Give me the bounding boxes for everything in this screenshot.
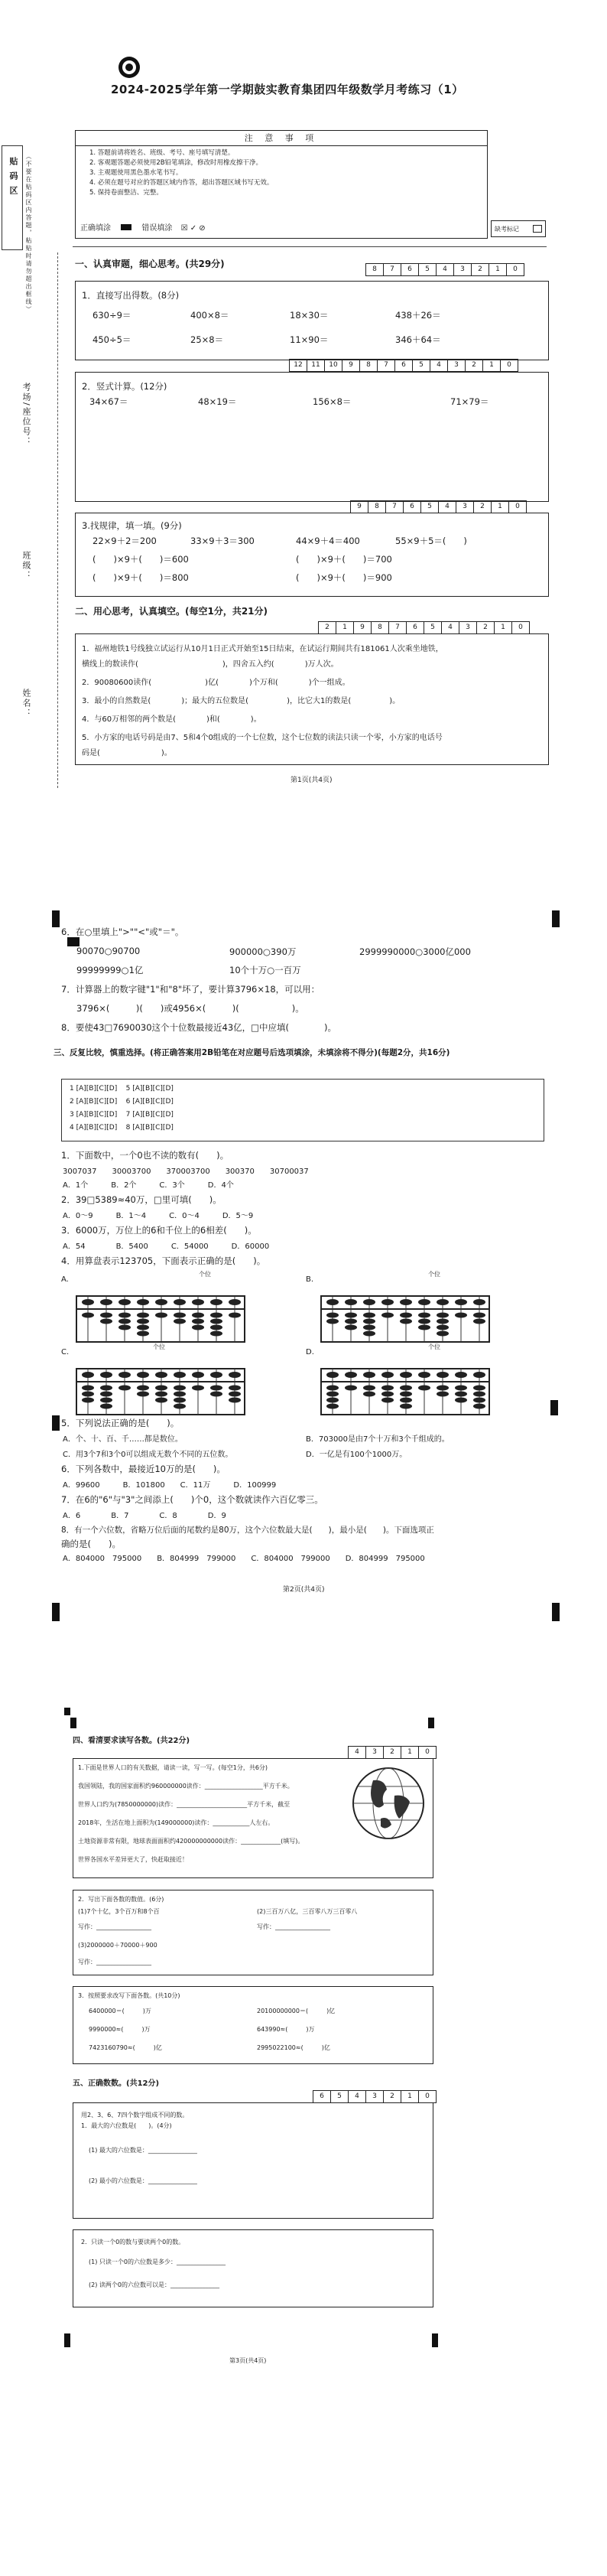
abacus-bead (210, 1331, 222, 1337)
notice-item: 4. 必须在题号对应的答题区域内作答，超出答题区域书写无效。 (89, 179, 274, 187)
abacus-bead (174, 1313, 186, 1318)
r2-line: 写作：__________________ (257, 1923, 330, 1930)
zero-box (73, 2229, 433, 2307)
abacus-bead (192, 1386, 204, 1391)
abacus-bead (326, 1319, 339, 1324)
abacus-bead (82, 1372, 94, 1378)
abacus-bead (455, 1386, 467, 1391)
r1-title: 1.下面是世界人口的有关数据，请读一读，写一写。(每空1分，共6分) (78, 1764, 268, 1771)
q6-title: 6．在○里填上">""<"或"＝"。 (61, 927, 184, 937)
abacus-bead (229, 1299, 241, 1305)
q7-line: 3796×( )( )或4956×( )( )。 (76, 1003, 304, 1014)
abacus-bead (210, 1386, 222, 1391)
abacus-bead (437, 1372, 449, 1378)
abacus-bead (437, 1386, 449, 1391)
abacus-bead (155, 1386, 167, 1391)
abacus-bead (363, 1331, 375, 1337)
abacus-bead (400, 1319, 412, 1324)
abacus-bead (455, 1313, 467, 1318)
c5-b: B．703000是由7个十万和3个千组成的。 (306, 1435, 450, 1444)
abacus-bead (82, 1398, 94, 1403)
page-title: 2024-2025学年第一学期鼓实教育集团四年级数学月考练习（1） (111, 83, 464, 96)
c6: 6．下列各数中，最接近10万的是( )。 (61, 1464, 226, 1474)
fill-in-box (75, 633, 549, 765)
abacus-bead (473, 1372, 485, 1378)
abacus-bead (100, 1386, 112, 1391)
abacus-bead (437, 1392, 449, 1397)
corner-mark (52, 1603, 60, 1621)
q1-item: 630÷9＝ (93, 310, 131, 321)
abacus-bead (229, 1372, 241, 1378)
page-footer: 第2页(共4页) (283, 1586, 325, 1594)
abacus-bead (137, 1299, 149, 1305)
abacus-bead (210, 1372, 222, 1378)
q2-item: 156×8＝ (313, 396, 352, 407)
abacus-bead (137, 1319, 149, 1324)
c2: 2．39□5389≈40万，□里可填( )。 (61, 1194, 222, 1205)
abacus-bead (137, 1331, 149, 1337)
r2-title: 2．写出下面各数的数值。(6分) (78, 1896, 164, 1903)
fill-line: 3．最小的自然数是( )；最大的五位数是( )，比它大1的数是( )。 (82, 697, 401, 705)
abacus-bead (473, 1398, 485, 1403)
score-box: 9 8 7 6 5 4 3 2 1 0 (350, 500, 527, 513)
r3-title: 3．按照要求改写下面各数。(共10分) (78, 1992, 180, 1999)
abacus-label: D. (306, 1348, 314, 1356)
notice-box: 注 意 事 项 1. 答题前请将姓名、班级、考号、座号填写清楚。 2. 客观题答题必须使用2B铅笔填涂，修改时用橡皮擦干净。 3. 主观题使用黑色墨水笔书写。 4. 必须在题号对应的答题区域内作答，超出答题区域书写无效。 5. 保持卷面整洁、完整。 正确填涂 错误填涂 ☒ ✓ ⊘ (75, 130, 488, 239)
abacus-bead (118, 1386, 131, 1391)
abacus-bead (363, 1392, 375, 1397)
abacus-bead (437, 1325, 449, 1330)
q3-item: 22×9＋2＝200 (93, 536, 157, 546)
abacus-bead (326, 1398, 339, 1403)
abacus-bead (418, 1319, 430, 1324)
abacus-bead (400, 1372, 412, 1378)
page-footer: 第1页(共4页) (291, 777, 333, 784)
abacus-bead (418, 1372, 430, 1378)
r2-line: (3)2000000＋70000＋900 (78, 1942, 157, 1949)
q1-item: 346＋64＝ (395, 334, 441, 345)
r2-line: 写作：__________________ (78, 1959, 151, 1965)
abacus-bead (137, 1392, 149, 1397)
q6-item: 900000○390万 (229, 946, 297, 957)
abacus-b (306, 1270, 497, 1346)
name-label: 姓名： (21, 689, 31, 718)
abacus-bead (418, 1299, 430, 1305)
section-1-title: 一、认真审题，细心思考。(共29分) (75, 259, 225, 269)
abacus-bead (345, 1299, 357, 1305)
q1-item: 11×90＝ (290, 334, 329, 345)
abacus-bead (210, 1313, 222, 1318)
ones-marker: 个位 (428, 1343, 440, 1350)
sticker-zone-label: 贴 码 区 (8, 157, 18, 196)
abacus-bead (137, 1372, 149, 1378)
abacus-bead (210, 1319, 222, 1324)
abacus-bead (345, 1319, 357, 1324)
fill-line: 4．与60万相邻的两个数是( )和( )。 (82, 715, 261, 724)
q2-title: 2．竖式计算。(12分) (82, 381, 167, 392)
r1-line: 世界人口约为(7850000000)读作：_______________________平方千米，截至 (78, 1801, 291, 1808)
ones-marker: 个位 (199, 1271, 211, 1278)
c1: 1．下面数中，一个0也不读的数有( )。 (61, 1150, 229, 1161)
abacus-figure (306, 1357, 497, 1418)
score-box: 12 11 10 9 8 7 6 5 4 3 2 1 0 (289, 359, 518, 372)
notice-item: 5. 保持卷面整洁、完整。 (89, 189, 163, 197)
abacus-bead (381, 1313, 394, 1318)
r2-line: (1)7个十亿，3个百万和8个百 (78, 1908, 160, 1915)
abacus-bead (381, 1372, 394, 1378)
filled-sample (121, 224, 131, 230)
section-4-title: 四、看清要求读写各数。(共22分) (73, 1737, 190, 1745)
corner-mark (552, 910, 560, 927)
q6-item: 10个十万○一百万 (229, 965, 301, 975)
abacus-bead (400, 1299, 412, 1305)
z2-title: 2．只读一个0的数与要读两个0的数。 (81, 2239, 185, 2245)
abacus-bead (455, 1398, 467, 1403)
c5-c: C．用3个7和3个0可以组成无数个不同的五位数。 (63, 1451, 233, 1459)
page-2 (0, 865, 607, 1630)
r3-item: 2995022100≈( )亿 (257, 2044, 330, 2051)
corner-mark (64, 1708, 70, 1715)
r3-item: 6400000＝( )万 (89, 2008, 151, 2014)
abacus-bead (174, 1392, 186, 1397)
abacus-label: C. (61, 1348, 70, 1356)
abacus-bead (155, 1398, 167, 1403)
abacus-bead (473, 1299, 485, 1305)
c1-options: A．1个 B．2个 C．3个 D．4个 (63, 1181, 234, 1190)
q2-box (75, 372, 549, 502)
abacus-bead (345, 1325, 357, 1330)
q1-item: 400×8＝ (190, 310, 229, 321)
abacus-bead (473, 1313, 485, 1318)
q6-item: 90070○90700 (76, 946, 141, 956)
globe-illustration (350, 1765, 427, 1842)
abacus-bead (155, 1392, 167, 1397)
abacus-bead (192, 1372, 204, 1378)
z1-line: (2) 最小的六位数是：________________ (89, 2177, 197, 2184)
abacus-bead (400, 1404, 412, 1409)
abacus-bead (455, 1392, 467, 1397)
read-write-box (73, 1758, 433, 1878)
abacus-bead (174, 1404, 186, 1409)
r1-line: 我国领陆，我的国家面积约960000000读作：___________________平方千米。 (78, 1783, 294, 1790)
abacus-bead (400, 1386, 412, 1391)
abacus-bead (345, 1313, 357, 1318)
q2-item: 48×19＝ (198, 396, 237, 407)
abacus-bead (174, 1299, 186, 1305)
c5-d: D．一亿是有100个1000万。 (306, 1451, 407, 1459)
r3-item: 20100000000＝( )亿 (257, 2008, 336, 2014)
section-2-title: 二、用心思考，认真填空。(每空1分，共21分) (75, 606, 268, 617)
notice-item: 2. 客观题答题必须使用2B铅笔填涂，修改时用橡皮擦干净。 (89, 159, 263, 167)
abacus-bead (455, 1299, 467, 1305)
abacus-bead (326, 1392, 339, 1397)
q7-title: 7．计算器上的数字键"1"和"8"坏了，要计算3796×18，可以用： (61, 984, 320, 995)
school-logo (117, 55, 141, 80)
abacus-bead (155, 1313, 167, 1318)
abacus-c (61, 1343, 252, 1418)
abacus-bead (400, 1313, 412, 1318)
q1-item: 25×8＝ (190, 334, 224, 345)
abacus-bead (192, 1299, 204, 1305)
z2-line: (1) 只读一个0的六位数是多少：________________ (89, 2258, 226, 2265)
abacus-figure (306, 1285, 497, 1346)
corner-mark (52, 910, 60, 927)
page-footer: 第3页(共4页) (229, 2357, 267, 2364)
abacus-bead (229, 1398, 241, 1403)
abacus-bead (155, 1372, 167, 1378)
abacus-bead (137, 1313, 149, 1318)
abacus-bead (418, 1325, 430, 1330)
exam-seat-label: 考场/座位号： (21, 383, 31, 447)
answer-bubbles[interactable]: 1 [A][B][C][D] 5 [A][B][C][D] 2 [A][B][C][D] 6 [A][B][C][D] 3 [A][B][C][D] 7 [A][B][C][D] 4 [A][B][C][D] 8 [A][B][C][D] (61, 1079, 544, 1141)
c8: 8．有一个六位数，省略万位后面的尾数约是80万，这个六位数最大是( )，最小是( )。下面选项正 (61, 1526, 434, 1535)
count-box (73, 2102, 433, 2219)
c7: 7．在6的"6"与"3"之间添上( )个0，这个数就读作六百亿零三。 (61, 1494, 323, 1505)
score-box: 8 7 6 5 4 3 2 1 0 (365, 263, 524, 276)
abacus-bead (400, 1398, 412, 1403)
notice-item: 1. 答题前请将姓名、班级、考号、座号填写清楚。 (89, 149, 235, 157)
abacus-bead (82, 1386, 94, 1391)
abacus-bead (100, 1372, 112, 1378)
c1-nums: 3007037 30003700 370003700 300370 30700037 (63, 1168, 309, 1176)
abacus-bead (363, 1313, 375, 1318)
z1-title: 用2、3、6、7四个数字组成不同的数。 (81, 2112, 189, 2118)
abacus-bead (363, 1372, 375, 1378)
r1-line: 2018年，生活在地上面积为(149000000)读作：____________人左右。 (78, 1819, 274, 1826)
abacus-bead (192, 1313, 204, 1318)
z1-sub: 1．最大的六位数是( )。(4分) (81, 2122, 172, 2129)
abacus-bead (118, 1372, 131, 1378)
sticker-zone-note: （不要在贴码区内答题，粘贴时请勿超出框线） (25, 153, 32, 314)
abacus-bead (326, 1313, 339, 1318)
section-3-title: 三、反复比较，慎重选择。(将正确答案用2B铅笔在对应题号后选项填涂，未填涂将不得分)(每题2分，共16分) (54, 1048, 450, 1057)
abacus-bead (363, 1299, 375, 1305)
abacus-bead (100, 1392, 112, 1397)
class-label: 班级： (21, 551, 31, 581)
abacus-bead (100, 1398, 112, 1403)
c8-cont: 确的是( )。 (61, 1539, 121, 1549)
z1-line: (1) 最大的六位数是：________________ (89, 2147, 197, 2154)
abacus-bead (192, 1325, 204, 1330)
q1-item: 438＋26＝ (395, 310, 441, 321)
ones-marker: 个位 (428, 1271, 440, 1278)
abacus-bead (437, 1319, 449, 1324)
abacus-bead (473, 1386, 485, 1391)
corner-mark (52, 1415, 60, 1431)
fill-line: 5．小方家的电话号码是由7、5和4个0组成的一个七位数，这个七位数的读法只读一个零，小方家的电话号 (82, 734, 443, 742)
abacus-a (61, 1270, 252, 1346)
q1-title: 1．直接写出得数。(8分) (82, 290, 180, 301)
abacus-bead (118, 1313, 131, 1318)
abacus-bead (473, 1392, 485, 1397)
q3-item: ( )×9＋( )＝600 (93, 554, 189, 565)
section-5-title: 五、正确数数。(共12分) (73, 2079, 160, 2088)
r3-item: 7423160790≈( )亿 (89, 2044, 162, 2051)
r1-line: 世界各国水平差异更大了，快赶取接近！ (78, 1856, 188, 1863)
fill-line: 横线上的数读作( )，四舍五入约( )万人次。 (82, 660, 339, 669)
abacus-bead (363, 1319, 375, 1324)
c5-a: A．个、十、百、千……都是数位。 (63, 1435, 183, 1444)
rewrite-box (73, 1986, 433, 2064)
c2-options: A．0～9 B．1～4 C．0～4 D．5～9 (63, 1212, 254, 1220)
q3-item: 33×9＋3＝300 (190, 536, 255, 546)
q1-item: 450÷5＝ (93, 334, 131, 345)
q2-item: 34×67＝ (89, 396, 128, 407)
r2-line: 写作：__________________ (78, 1923, 151, 1930)
abacus-figure (61, 1285, 252, 1346)
score-box: 6 5 4 3 2 1 0 (313, 2090, 437, 2103)
q3-item: ( )×9＋( )＝800 (93, 572, 189, 583)
abacus-bead (326, 1386, 339, 1391)
r2-line: (2)三百万八亿，三百零八万三百零八 (257, 1908, 358, 1915)
q1-box (75, 281, 549, 360)
r1-line: 土地资源非常有限，地球表面面积约420000000000读作：_____________(填写)。 (78, 1838, 304, 1845)
c5: 5．下列说法正确的是( )。 (61, 1418, 180, 1428)
abacus-bead (174, 1319, 186, 1324)
abacus-bead (437, 1313, 449, 1318)
abacus-bead (100, 1299, 112, 1305)
r3-item: 9990000≈( )万 (89, 2026, 151, 2033)
absent-checkbox[interactable] (533, 225, 542, 233)
absent-box (491, 220, 546, 237)
abacus-d (306, 1343, 497, 1418)
abacus-bead (437, 1299, 449, 1305)
abacus-bead (473, 1404, 485, 1409)
abacus-bead (137, 1325, 149, 1330)
cut-line (57, 252, 58, 788)
abacus-bead (118, 1325, 131, 1330)
abacus-bead (82, 1313, 94, 1318)
fill-correct-label: 正确填涂 (80, 224, 111, 233)
write-box (73, 1890, 433, 1975)
q1-item: 18×30＝ (290, 310, 329, 321)
abacus-bead (118, 1319, 131, 1324)
abacus-bead (363, 1325, 375, 1330)
corner-mark (432, 2333, 438, 2347)
abacus-bead (100, 1404, 112, 1409)
abacus-label: B. (306, 1275, 314, 1284)
abacus-bead (437, 1331, 449, 1337)
abacus-bead (174, 1398, 186, 1403)
abacus-bead (381, 1299, 394, 1305)
abacus-bead (363, 1386, 375, 1391)
abacus-label: A. (61, 1275, 69, 1284)
abacus-bead (455, 1372, 467, 1378)
abacus-bead (326, 1404, 339, 1409)
page-3 (0, 1706, 607, 2548)
fill-line: 2．90080600读作( )亿( )个万和( )个一组成。 (82, 679, 350, 687)
abacus-bead (381, 1392, 394, 1397)
abacus-bead (155, 1299, 167, 1305)
corner-mark (552, 1603, 560, 1621)
abacus-bead (210, 1392, 222, 1397)
page-1 (0, 0, 607, 830)
z2-line: (2) 读两个0的六位数可以是：________________ (89, 2281, 219, 2288)
c7-options: A．6 B．7 C．8 D．9 (63, 1512, 226, 1520)
abacus-bead (137, 1386, 149, 1391)
q3-box (75, 513, 549, 597)
notice-item: 3. 主观题使用黑色墨水笔书写。 (89, 169, 183, 177)
abacus-bead (326, 1372, 339, 1378)
abacus-bead (192, 1319, 204, 1324)
abacus-bead (210, 1299, 222, 1305)
abacus-bead (100, 1313, 112, 1318)
q3-item: ( )×9＋( )＝700 (296, 554, 392, 565)
q8-title: 8．要使43□7690030这个十位数最接近43亿，□中应填( )。 (61, 1022, 337, 1033)
abacus-bead (82, 1392, 94, 1397)
abacus-bead (418, 1313, 430, 1318)
abacus-bead (174, 1372, 186, 1378)
c3-options: A．54 B．5400 C．54000 D．60000 (63, 1242, 270, 1251)
abacus-bead (473, 1319, 485, 1324)
corner-mark (70, 1718, 76, 1728)
abacus-bead (229, 1313, 241, 1318)
corner-mark (550, 1400, 558, 1415)
abacus-bead (381, 1386, 394, 1391)
abacus-bead (118, 1299, 131, 1305)
c4: 4．用算盘表示123705，下面表示正确的是( )。 (61, 1255, 266, 1266)
corner-mark (428, 1718, 434, 1728)
abacus-bead (174, 1386, 186, 1391)
abacus-bead (326, 1299, 339, 1305)
q3-title: 3.找规律，填一填。(9分) (82, 520, 182, 531)
abacus-bead (82, 1299, 94, 1305)
q6-item: 2999990000○3000亿000 (359, 946, 471, 957)
r3-item: 643990≈( )万 (257, 2026, 315, 2033)
fill-wrong-label: 错误填涂 (141, 224, 173, 233)
abacus-bead (381, 1398, 394, 1403)
abacus-bead (345, 1386, 357, 1391)
q3-item: 44×9＋4＝400 (296, 536, 360, 546)
q2-item: 71×79＝ (450, 396, 489, 407)
c3: 3．6000万，万位上的6和千位上的6相差( )。 (61, 1225, 257, 1236)
abacus-bead (229, 1392, 241, 1397)
notice-header: 注 意 事 项 (76, 131, 487, 146)
q3-item: ( )×9＋( )＝900 (296, 572, 392, 583)
fill-line: 码是( )。 (82, 749, 172, 757)
q6-item: 99999999○1亿 (76, 965, 144, 975)
score-box: 2 1 9 8 7 6 5 4 3 2 1 0 (318, 621, 530, 634)
abacus-bead (100, 1319, 112, 1324)
abacus-bead (345, 1372, 357, 1378)
abacus-bead (418, 1386, 430, 1391)
score-box: 4 3 2 1 0 (348, 1746, 437, 1759)
c6-options: A．99600 B．101800 C．11万 D．100999 (63, 1481, 277, 1490)
abacus-figure (61, 1357, 252, 1418)
fill-line: 1．福州地铁1号线独立试运行从10月1日正式开始至15日结束，在试运行期间共有181061人次乘坐地铁， (82, 645, 443, 653)
abacus-bead (210, 1325, 222, 1330)
abacus-bead (400, 1392, 412, 1397)
abacus-bead (229, 1386, 241, 1391)
c8-options: A．804000 795000 B．804999 799000 C．804000 799000 D．804999 795000 (63, 1555, 425, 1563)
q3-item: 55×9＋5＝( ) (395, 536, 467, 546)
corner-mark (64, 2333, 70, 2347)
ones-marker: 个位 (153, 1343, 165, 1350)
absent-mark-label: 缺考标记 (495, 226, 519, 233)
